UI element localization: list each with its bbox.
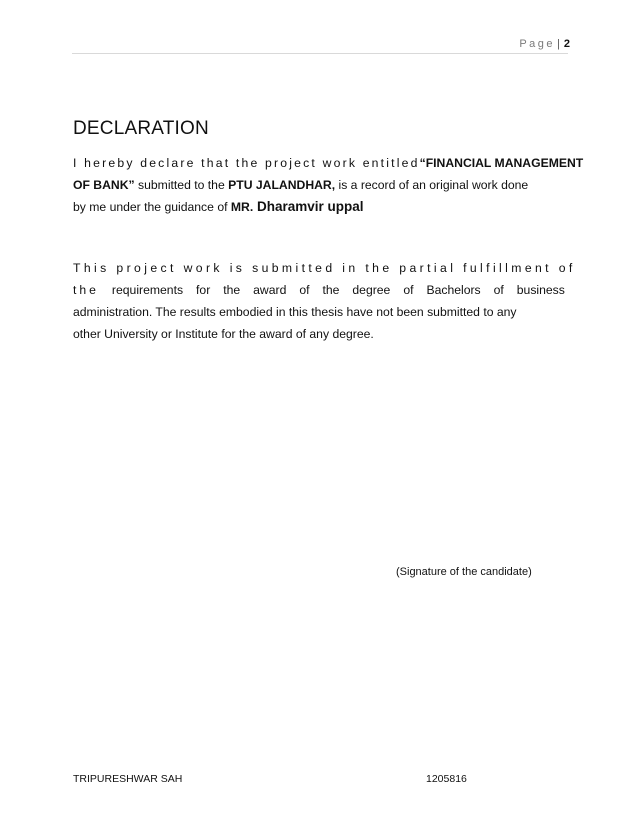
paragraph-2-line-2-word: the <box>73 283 99 297</box>
paragraph-2-line-2-word: degree <box>352 283 391 297</box>
university-name: PTU JALANDHAR, <box>228 178 336 192</box>
signature-caption: (Signature of the candidate) <box>396 566 532 578</box>
page-separator: | <box>557 38 560 50</box>
submitted-to-text: submitted to the <box>134 178 229 192</box>
paragraph-2-line-3: administration. The results embodied in this thesis have not been submitted to any <box>73 305 517 319</box>
footer-author-name: TRIPURESHWAR SAH <box>73 773 183 785</box>
guide-prefix: MR. <box>230 200 254 214</box>
declaration-paragraph-2 <box>73 257 576 345</box>
page-label: Page <box>519 38 556 50</box>
guide-name: Dharamvir uppal <box>253 199 364 214</box>
paragraph-2-line-2-word: of <box>299 283 310 297</box>
paragraph-2-line-2-word: for <box>196 283 211 297</box>
declaration-title: DECLARATION <box>73 118 209 139</box>
footer-roll-number: 1205816 <box>426 773 467 785</box>
paragraph-2-line-2-word: the <box>322 283 340 297</box>
paragraph-2-line-1: This project work is submitted in the partial fulfillment of <box>73 261 576 275</box>
paragraph-2-line-2-word: of <box>493 283 504 297</box>
declaration-paragraph-1 <box>73 152 584 218</box>
header-rule <box>72 53 568 54</box>
original-work-text: is a record of an original work done <box>335 178 529 192</box>
declare-text: I hereby declare that the project work entitled <box>73 156 420 170</box>
paragraph-1-line-3 <box>73 196 565 218</box>
page-header <box>519 38 570 50</box>
guidance-text: by me under the guidance of <box>73 200 231 214</box>
paragraph-2-line-2-word: the <box>223 283 241 297</box>
paragraph-1-line-1 <box>73 152 584 174</box>
paragraph-2-line-2-word: of <box>403 283 414 297</box>
paragraph-1-line-2 <box>73 174 565 196</box>
paragraph-2-line-2-word: business <box>516 283 565 297</box>
page-number: 2 <box>563 38 570 50</box>
paragraph-2-line-2-word: requirements <box>111 283 184 297</box>
paragraph-2-line-4: other University or Institute for the award of any degree. <box>73 327 374 341</box>
project-title-part-2: OF BANK” <box>73 178 135 192</box>
paragraph-2-line-2 <box>73 279 565 301</box>
project-title-part-1: “FINANCIAL MANAGEMENT <box>419 156 584 170</box>
paragraph-2-line-2-word: Bachelors <box>426 283 481 297</box>
paragraph-2-line-2-word: award <box>253 283 287 297</box>
